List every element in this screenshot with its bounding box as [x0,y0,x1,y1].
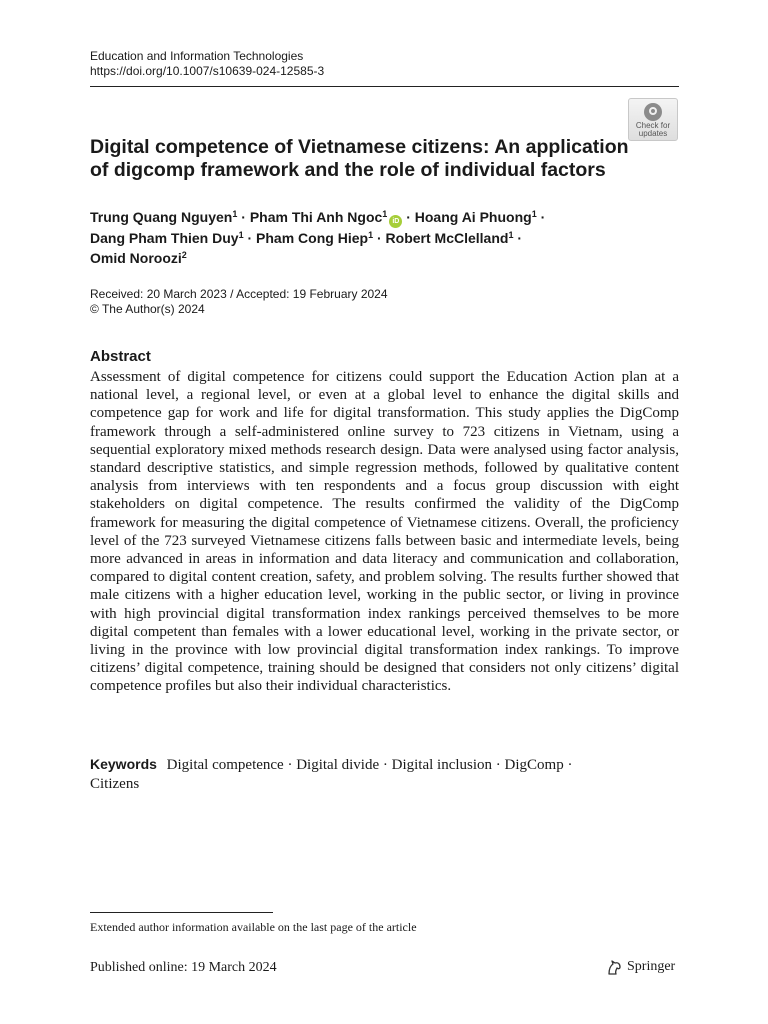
author-name[interactable]: Robert McClelland [385,230,509,246]
abstract-heading: Abstract [90,348,151,365]
author-name[interactable]: Omid Noroozi [90,250,182,266]
author-affiliation: 1 [238,230,244,240]
author-affiliation: 2 [181,250,187,260]
journal-name: Education and Information Technologies [90,49,304,63]
author-affiliation: 1 [368,230,374,240]
received-accepted-dates: Received: 20 March 2023 / Accepted: 19 February 2024 [90,287,388,301]
doi-link[interactable]: https://doi.org/10.1007/s10639-024-12585-3 [90,64,325,78]
springer-horse-icon [605,958,623,976]
author-affiliation: 1 [232,209,238,219]
author-affiliation: 1 [382,209,388,219]
check-updates-icon [644,103,662,121]
publisher-logo [605,958,675,976]
header-rule [90,86,679,87]
check-updates-label: Check for updates [635,121,671,138]
author-list: Trung Quang Nguyen$^1$ · Pham Thi Anh Ngoc$^1$iD · Hoang Ai Phuong$^1$ · Dang Pham Thien Duy$^1$ · Pham Cong Hiep$^1$ · Robert McClelland$^1$ · Omid Noroozi$^2$ [90,209,546,266]
author-name[interactable]: Hoang Ai Phuong [414,209,532,225]
published-online-date: Published online: 19 March 2024 [90,960,277,975]
keyword: Digital competence [166,757,284,773]
keywords-label: Keywords [90,756,157,772]
footnote-text: Extended author information available on the last page of the article [90,920,417,934]
keywords-section: Keywords Digital competence · Digital divide · Digital inclusion · DigComp · Citizens [90,756,573,792]
article-title: Digital competence of Vietnamese citizens: An application of digcomp framework and the role of individual factors [90,136,629,181]
author-affiliation: 1 [508,230,514,240]
author-affiliation: 1 [531,209,537,219]
keyword: Digital inclusion [391,757,493,773]
check-for-updates-button[interactable] [628,98,678,141]
copyright-notice: © The Author(s) 2024 [90,302,205,316]
author-name[interactable]: Pham Thi Anh Ngoc [249,209,383,225]
publisher-name: Springer [627,959,676,974]
keyword: DigComp [504,757,564,773]
abstract-text: Assessment of digital competence for citizens could support the Education Action plan at a national level, a regional level, or even at a global level to enhance the digital skills and competence gap for work and life for digital transformation. This study applies the DigComp framework through a self-administered online survey to 723 citizens in Vietnam, using a sequential exploratory mixed methods research design. Data were analysed using factor analysis, standard descriptive statistics, and simple regression methods, followed by qualitative content analysis from interviews with ten respondents and a focus group discussion with eight stakeholders on digital competence. The results confirmed the validity of the DigComp framework for measuring the digital competence of Vietnamese citizens. Overall, the proficiency level of the 723 surveyed Vietnamese citizens falls between basic and intermediate levels, being more advanced in areas in information and data literacy and communication and collaboration, compared to digital content creation, safety, and problem solving. The results further showed that male citizens with a higher education level, working in the public sector, or living in province with high provincial digital transformation index rankings perceived themselves to be more digital competent than females with a lower educational level, working in the private sector, or living in the province with low provincial digital transformation index rankings. To improve citizens’ digital competence, training should be designed that considers not only citizens’ digital competence profiles but also their individual characteristics. [90,369,679,695]
publication-dates [90,287,388,317]
author-name[interactable]: Dang Pham Thien Duy [90,230,239,246]
author-name[interactable]: Trung Quang Nguyen [90,209,233,225]
footnote-rule [90,912,273,913]
orcid-icon[interactable]: iD [389,215,402,228]
keyword: Digital divide [296,757,380,773]
keyword: Citizens [90,776,140,792]
author-name[interactable]: Pham Cong Hiep [256,230,369,246]
journal-header [90,49,324,79]
